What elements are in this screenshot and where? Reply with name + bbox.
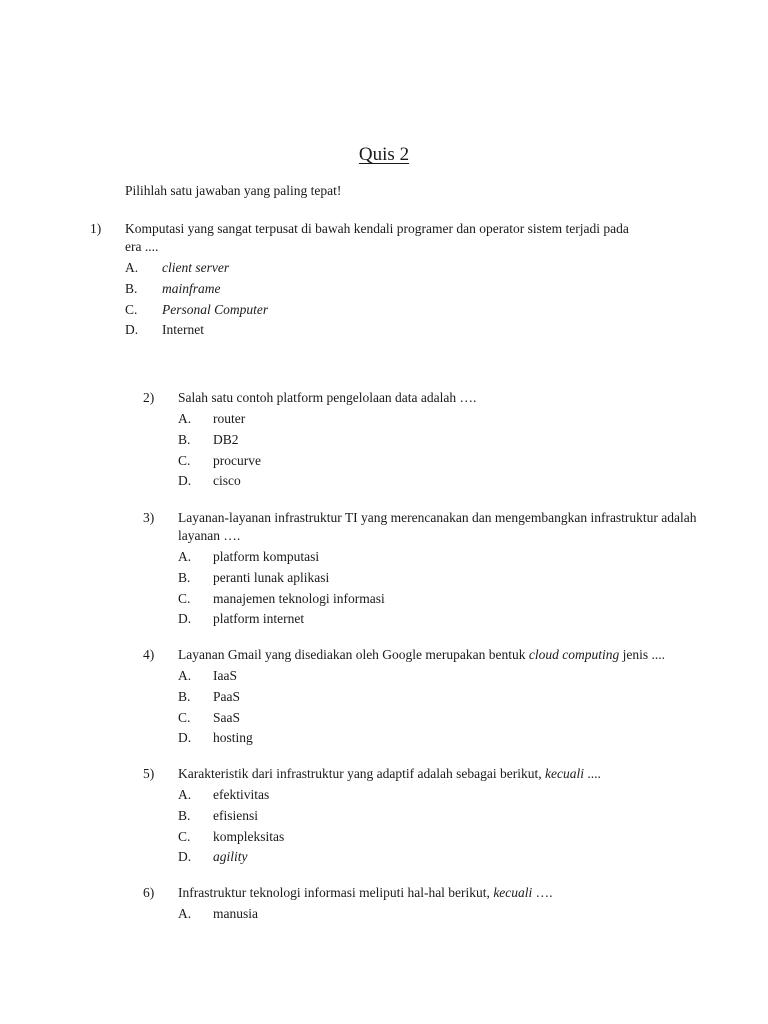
option-c[interactable]: C. procurve [178,452,261,468]
question-2 [143,389,703,492]
question-1 [90,220,630,341]
option-c[interactable]: C. manajemen teknologi informasi [178,590,385,606]
question-text: Karakteristik dari infrastruktur yang adaptif adalah sebagai berikut, kecuali .... [178,766,601,781]
option-d[interactable]: D. cisco [178,473,241,489]
option-c[interactable]: C. Personal Computer [125,301,269,317]
option-d[interactable]: D. agility [178,849,248,865]
option-b[interactable]: B. DB2 [178,431,239,447]
option-a[interactable]: A. client server [125,260,230,275]
question-number: 2) [143,390,155,405]
option-b[interactable]: B. efisiensi [178,807,258,823]
option-a[interactable]: A. platform komputasi [178,549,320,564]
option-d[interactable]: D. platform internet [178,611,305,627]
question-5 [143,765,703,868]
option-d[interactable]: D. Internet [125,322,204,338]
question-number: 3) [143,510,155,525]
option-a[interactable]: A. router [178,411,246,426]
question-4 [143,646,703,749]
question-text: Layanan Gmail yang disediakan oleh Google merupakan bentuk cloud computing jenis .... [178,647,666,662]
question-text: Layanan-layanan infrastruktur TI yang merencanakan dan mengembangkan infrastruktur adalah layanan …. [178,510,697,543]
option-a[interactable]: A. manusia [178,906,258,921]
option-b[interactable]: B. peranti lunak aplikasi [178,569,330,585]
question-number: 4) [143,647,155,662]
question-6 [143,884,703,925]
option-b[interactable]: B. PaaS [178,688,240,704]
option-a[interactable]: A. efektivitas [178,787,270,802]
option-c[interactable]: C. SaaS [178,709,240,725]
question-text: Infrastruktur teknologi informasi meliputi hal-hal berikut, kecuali …. [178,885,553,900]
instruction-text: Pilihlah satu jawaban yang paling tepat! [125,183,342,198]
option-c[interactable]: C. kompleksitas [178,828,285,844]
option-a[interactable]: A. IaaS [178,668,237,683]
question-text: Salah satu contoh platform pengelolaan data adalah …. [178,390,477,405]
option-d[interactable]: D. hosting [178,730,253,746]
question-number: 5) [143,766,155,781]
question-number: 1) [90,221,102,236]
question-3 [143,509,703,630]
option-b[interactable]: B. mainframe [125,280,221,296]
question-number: 6) [143,885,155,900]
question-text: Komputasi yang sangat terpusat di bawah kendali programer dan operator sistem terjadi pada era .... [125,221,629,254]
page-title: Quis 2 [358,144,410,165]
